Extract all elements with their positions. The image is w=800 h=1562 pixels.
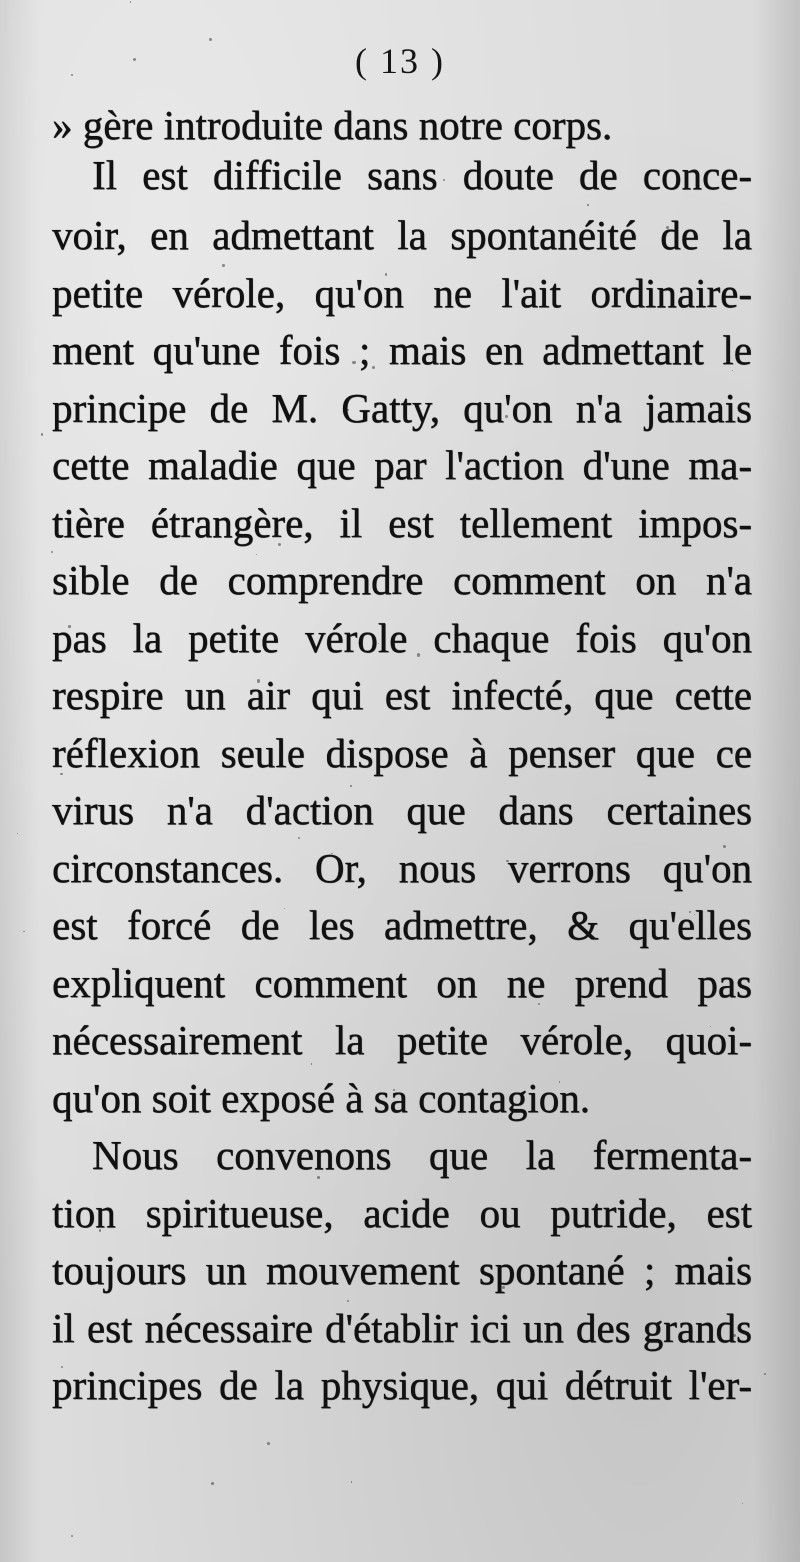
text-line-23: principes de la physique, qui détruit l'er- <box>52 1362 752 1408</box>
paper-speck <box>267 1442 270 1445</box>
text-line-20: tion spiritueuse, acide ou putride, est <box>52 1190 752 1236</box>
paper-speck <box>130 1 131 2</box>
paper-speck <box>587 204 589 206</box>
text-line-18: qu'on soit exposé à sa contagion. <box>52 1075 591 1121</box>
text-line-21: toujours un mouvement spontané ; mais <box>52 1247 752 1293</box>
text-line-10: pas la petite vérole chaque fois qu'on <box>52 615 752 661</box>
paper-speck <box>71 1535 73 1537</box>
text-line-11: respire un air qui est infecté, que cette <box>52 672 752 718</box>
paper-speck <box>41 433 43 435</box>
text-line-16: expliquent comment on ne prend pas <box>52 960 752 1006</box>
text-line-22: il est nécessaire d'établir ici un des grands <box>52 1305 752 1351</box>
paper-speck <box>23 931 25 933</box>
text-line-15: est forcé de les admettre, & qu'elles <box>52 902 752 948</box>
page-number: ( 13 ) <box>355 41 445 81</box>
text-line-3: voir, en admettant la spontanéité de la <box>52 212 752 258</box>
paper-speck <box>17 833 18 834</box>
paper-speck <box>211 1482 214 1485</box>
paper-speck <box>742 1503 743 1504</box>
text-line-1: » gère introduite dans notre corps. <box>52 102 613 148</box>
paper-speck <box>222 264 225 267</box>
text-line-5: ment qu'une fois ; mais en admettant le <box>52 327 752 373</box>
paper-speck <box>347 1300 349 1302</box>
text-line-2: Il est difficile sans doute de conce- <box>92 152 752 198</box>
text-line-13: virus n'a d'action que dans certaines <box>52 787 752 833</box>
text-line-4: petite vérole, qu'on ne l'ait ordinaire- <box>52 270 752 316</box>
text-line-8: tière étrangère, il est tellement impos- <box>52 500 752 546</box>
text-line-9: sible de comprendre comment on n'a <box>52 557 752 603</box>
text-line-12: réflexion seule dispose à penser que ce <box>52 730 752 776</box>
text-line-17: nécessairement la petite vérole, quoi- <box>52 1017 752 1063</box>
paper-speck <box>51 551 53 553</box>
text-line-7: cette maladie que par l'action d'une ma- <box>52 442 752 488</box>
paper-speck <box>764 1373 766 1375</box>
text-line-6: principe de M. Gatty, qu'on n'a jamais <box>52 385 752 431</box>
paper-speck <box>298 837 300 839</box>
paper-speck <box>351 1481 352 1482</box>
text-line-19: Nous convenons que la fermenta- <box>92 1132 752 1178</box>
text-line-14: circonstances. Or, nous verrons qu'on <box>52 845 752 891</box>
